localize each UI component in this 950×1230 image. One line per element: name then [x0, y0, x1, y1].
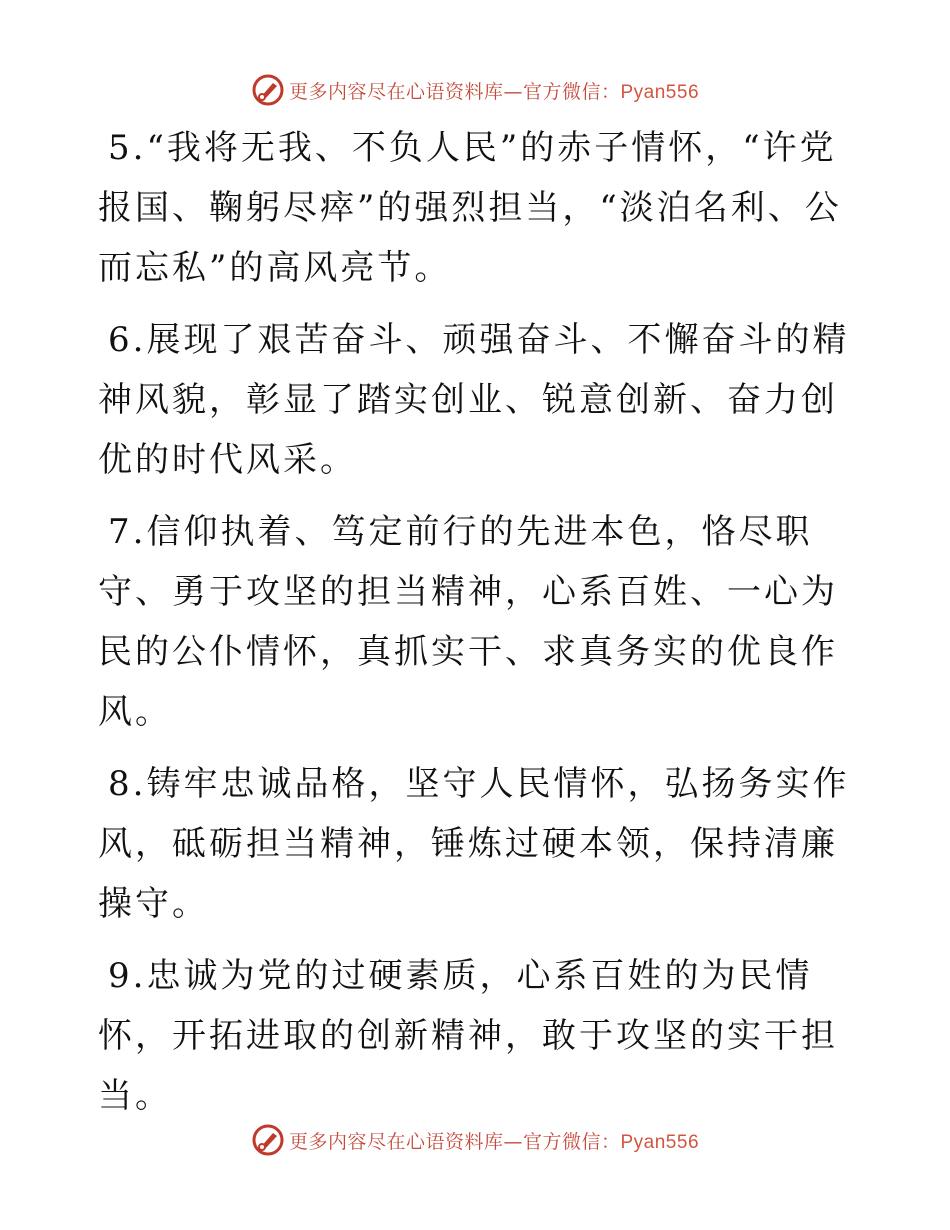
watermark-wechat-id: Pyan556 — [620, 81, 700, 103]
watermark-wechat-label: 官方微信： — [522, 80, 621, 103]
watermark-wechat-label: 官方微信： — [522, 1130, 621, 1153]
pen-logo-icon — [251, 1123, 285, 1157]
list-item-7: 7.信仰执着、笃定前行的先进本色，恪尽职守、勇于攻坚的担当精神，心系百姓、一心为民的公仆情怀，真抓实干、求真务实的优良作风。 — [98, 512, 838, 732]
pen-logo-icon — [251, 73, 285, 107]
footer-watermark — [0, 1120, 950, 1160]
watermark-text — [289, 77, 699, 104]
watermark-separator: — — [503, 80, 523, 103]
header-watermark — [0, 70, 950, 110]
watermark-separator: — — [503, 1130, 523, 1153]
watermark-main: 更多内容尽在心语资料库 — [288, 80, 504, 103]
watermark-main: 更多内容尽在心语资料库 — [288, 1130, 504, 1153]
watermark-text — [289, 1127, 699, 1154]
list-item-6: 6.展现了艰苦奋斗、顽强奋斗、不懈奋斗的精神风貌，彰显了踏实创业、锐意创新、奋力创优的时代风采。 — [98, 320, 850, 480]
list-item-5: 5.“我将无我、不负人民”的赤子情怀，“许党报国、鞠躬尽瘁”的强烈担当，“淡泊名利、公而忘私”的高风亮节。 — [98, 128, 842, 288]
watermark-wechat-id: Pyan556 — [620, 1131, 700, 1153]
document-body — [98, 118, 858, 1138]
list-item-9: 9.忠诚为党的过硬素质，心系百姓的为民情怀，开拓进取的创新精神，敢于攻坚的实干担当。 — [98, 956, 838, 1116]
list-item-8: 8.铸牢忠诚品格，坚守人民情怀，弘扬务实作风，砥砺担当精神，锤炼过硬本领，保持清廉操守。 — [98, 764, 850, 924]
